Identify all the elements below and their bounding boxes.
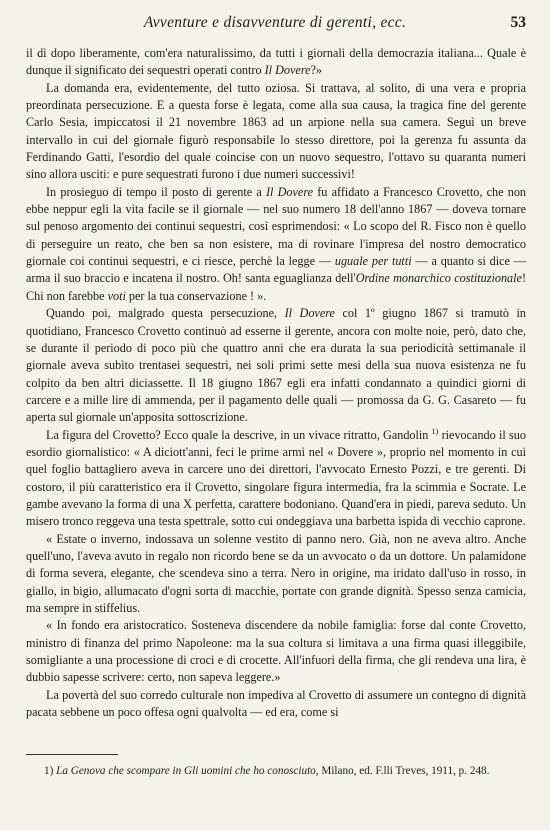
paragraph: [26, 45, 526, 80]
footnote: [26, 762, 526, 780]
footnote-text: [26, 762, 526, 780]
paragraph: [26, 80, 526, 184]
text-run: , Milano, ed. F.lli Treves, 1911, p. 248.: [315, 765, 490, 777]
text-run: « Estate o inverno, indossava un solenne vestito di panno nero. Già, non ne aveva altro. Anche quell'uno, l'aveva avuto in regalo non ricordo bene se da un avvocato o da un dottore. Un palamidone di forma severa, elegante, che scendeva sino a terra. Nero in origine, ma iridato dall'uso in rosso, in giallo, in bigio, allumacato d'ogni sorta di macchie, portate con grande dignità. Spesso senza camicia, ma sempre in stiffelius.: [26, 531, 526, 615]
italic-text: Il Dovere: [264, 63, 311, 78]
text-run: ?»: [310, 63, 323, 78]
italic-text: La Genova che scompare in Gli uomini che ho conosciuto: [56, 765, 316, 777]
running-title: Avventure e disavventure di gerenti, ecc.: [143, 14, 407, 31]
italic-text: Ordine monarchico costituzionale: [355, 271, 522, 286]
paragraph: [26, 184, 526, 305]
text-run: ! Chi non farebbe: [26, 271, 527, 303]
footnote-separator: [26, 754, 118, 755]
italic-text: voti: [107, 288, 126, 303]
text-run: In prosieguo di tempo il posto di gerente a: [46, 184, 266, 199]
page-number: 53: [510, 14, 526, 31]
text-run: il dì dopo liberamente, com'era naturalissimo, da tutti i giornali della democrazia italiana... Quale è dunque il significato dei sequestri operati contro: [26, 46, 526, 78]
footnote-mark: 1): [44, 765, 54, 777]
italic-text: Il Dovere: [284, 306, 335, 321]
text-run: — a quanto si dice — arma il suo braccio e incatena il nostro. Oh! santa eguaglianza dell': [26, 254, 526, 286]
text-run: « In fondo era aristocratico. Sosteneva discendere da nobile famiglia: forse dal conte Crovetto, ministro di finanza del primo Napoleone: ma la sua coltura si limitava a una firma quasi illeggibile, somigliante a una processione di croci e di crocette. All'infuori della firma, che gli rendeva una lira, è dubbio sapesse scrivere: certo, non sapeva leggere.»: [26, 618, 526, 685]
quotation-paragraph: [26, 617, 526, 686]
text-run: fu affidato a Francesco Crovetto, che non ebbe neppur egli la vita facile se il giornale — nel suo numero 18 dell'anno 1867 — doveva tornare sul penoso argomento dei continui sequestri, così esprimendosi: « Lo scopo del R. Fisco non è quello di perseguire un reato, che ben sa non esistere, ma di rovinare l'impresa del nostro democratico giornale coi continui sequestri, e ci riesce, perchè la legge —: [26, 184, 527, 269]
quotation-paragraph: [26, 531, 526, 618]
paragraph: [26, 305, 526, 426]
text-run: La figura del Crovetto? Ecco quale la descrive, in un vivace ritratto, Gandolin: [46, 427, 432, 442]
italic-text: uguale per tutti: [334, 254, 412, 269]
text-run: rievocando il suo esordio giornalistico: « A diciott'anni, feci le prime armi nel « Dovere », proprio nel momento in cui quel foglio battagliero aveva in carcere uno dei direttori, l'avvocato Ernesto Pozzi, e tre gerenti. Di costoro, il più caratteristico era il Crovetto, singolare figura intermedia, fra la scimmia e Socrate. Le gambe avevano la forma di una X perfetta, carattere bodoniano. Quand'era in piedi, pareva seduto. Un misero tronco reggeva una testa spettrale, sotto cui ondeggiava una barbetta ispida di vecchio caprone.: [26, 427, 526, 529]
main-text: [26, 45, 526, 721]
text-run: La povertà del suo corredo culturale non impediva al Crovetto di assumere un contegno di dignità pacata sebbene un poco offesa ogni qualvolta — ed era, come si: [26, 687, 526, 720]
paragraph: [26, 687, 526, 722]
italic-text: Il Dovere: [265, 184, 314, 199]
text-run: col 1º giugno 1867 si tramutò in quotidiano, Francesco Crovetto continuò ad esserne il gerente, ancora con molte noie, però, dato che, se durante il periodo di poco più che quattro anni che era durata la sua periodicità settimanale il giornale aveva subìto trentasei sequestri, nei soli primi sette mesi della sua nuova esistenza ne fu colpito da ben altri diciassette. Il 18 giugno 1867 egli era infatti condannato a quindici giorni di carcere e a mille lire di ammenda, per il pagamento delle quali — promossa da G. G. Casareto — fu aperta sul giornale un'apposita sottoscrizione.: [26, 306, 526, 425]
page-header: [0, 14, 550, 38]
text-run: La domanda era, evidentemente, del tutto oziosa. Si trattava, al solito, di una vera e propria preordinata persecuzione. E a questa forse è legata, come alla sua causa, la tragica fine del gerente Carlo Sesia, impiccatosi il 21 novembre 1863 ad un arpione nella sua camera. Seguì un breve intervallo in cui del giornale figurò responsabile lo stesso direttore, poi la gerenza fu assunta da Ferdinando Gatti, l'esordio del quale coincise con un nuovo sequestro, l'ottavo su quaranta numeri sino allora usciti: e pure sequestrati furono i due numeri successivi!: [26, 80, 526, 182]
paragraph: [26, 427, 526, 531]
text-run: Quando poi, malgrado questa persecuzione,: [46, 306, 285, 321]
footnote-reference: 1): [431, 426, 439, 436]
text-run: per la tua conservazione ! ».: [125, 288, 267, 303]
